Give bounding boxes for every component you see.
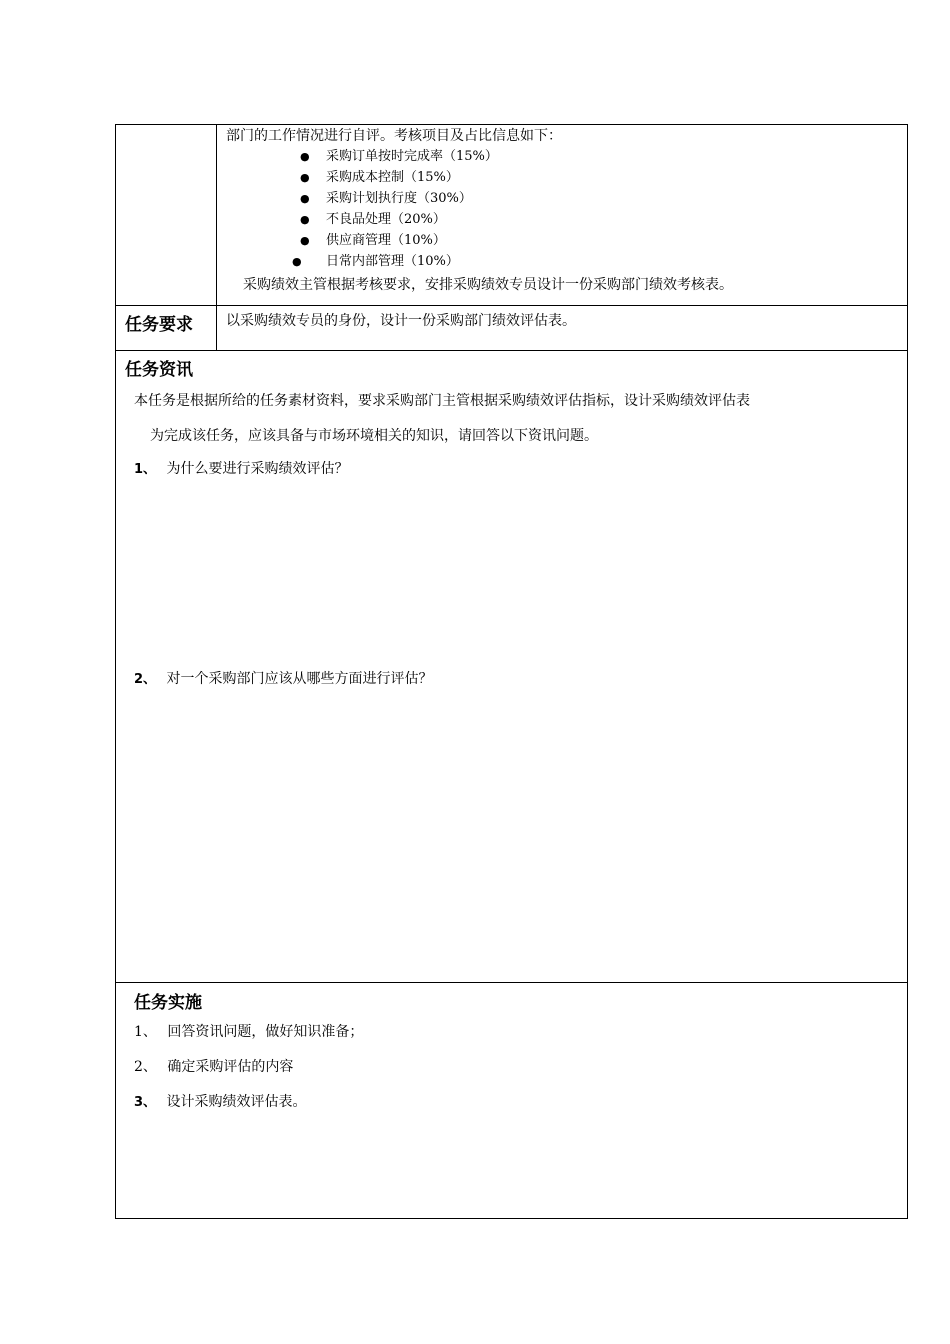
bullet-dot-icon: ● <box>300 171 310 184</box>
question-2: 2、 对一个采购部门应该从哪些方面进行评估？ <box>134 671 433 687</box>
question-1: 1、 为什么要进行采购绩效评估？ <box>134 461 349 477</box>
info-label: 任务资讯 <box>125 360 193 380</box>
requirement-label: 任务要求 <box>125 315 193 335</box>
intro-closing: 采购绩效主管根据考核要求，安排采购绩效专员设计一份采购部门绩效考核表。 <box>243 277 733 293</box>
assessment-item: 日常内部管理（10%） <box>326 254 459 269</box>
assessment-item: 采购订单按时完成率（15%） <box>326 149 498 164</box>
bullet-dot-icon: ● <box>300 192 310 205</box>
info-paragraph: 本任务是根据所给的任务素材资料，要求采购部门主管根据采购绩效评估指标，设计采购绩效评估表 <box>134 393 750 409</box>
info-paragraph: 为完成该任务，应该具备与市场环境相关的知识，请回答以下资讯问题。 <box>150 428 598 444</box>
bullet-dot-icon: ● <box>300 234 310 247</box>
implementation-row <box>116 983 907 1219</box>
assessment-item: 采购成本控制（15%） <box>326 170 459 185</box>
assessment-item: 采购计划执行度（30%） <box>326 191 472 206</box>
bullet-dot-icon: ● <box>292 255 302 268</box>
assessment-item: 不良品处理（20%） <box>326 212 446 227</box>
requirement-row <box>116 306 907 351</box>
task-table <box>115 124 908 1219</box>
step-2: 2、 确定采购评估的内容 <box>134 1059 294 1075</box>
bullet-dot-icon: ● <box>300 213 310 226</box>
requirement-text: 以采购绩效专员的身份，设计一份采购部门绩效评估表。 <box>226 313 576 329</box>
assessment-item: 供应商管理（10%） <box>326 233 446 248</box>
implementation-label: 任务实施 <box>134 993 202 1013</box>
step-3: 3、 设计采购绩效评估表。 <box>134 1094 307 1110</box>
intro-line: 部门的工作情况进行自评。考核项目及占比信息如下： <box>226 128 562 144</box>
intro-row <box>116 125 907 306</box>
bullet-dot-icon: ● <box>300 150 310 163</box>
info-row <box>116 351 907 983</box>
step-1: 1、 回答资讯问题，做好知识准备； <box>134 1024 364 1040</box>
